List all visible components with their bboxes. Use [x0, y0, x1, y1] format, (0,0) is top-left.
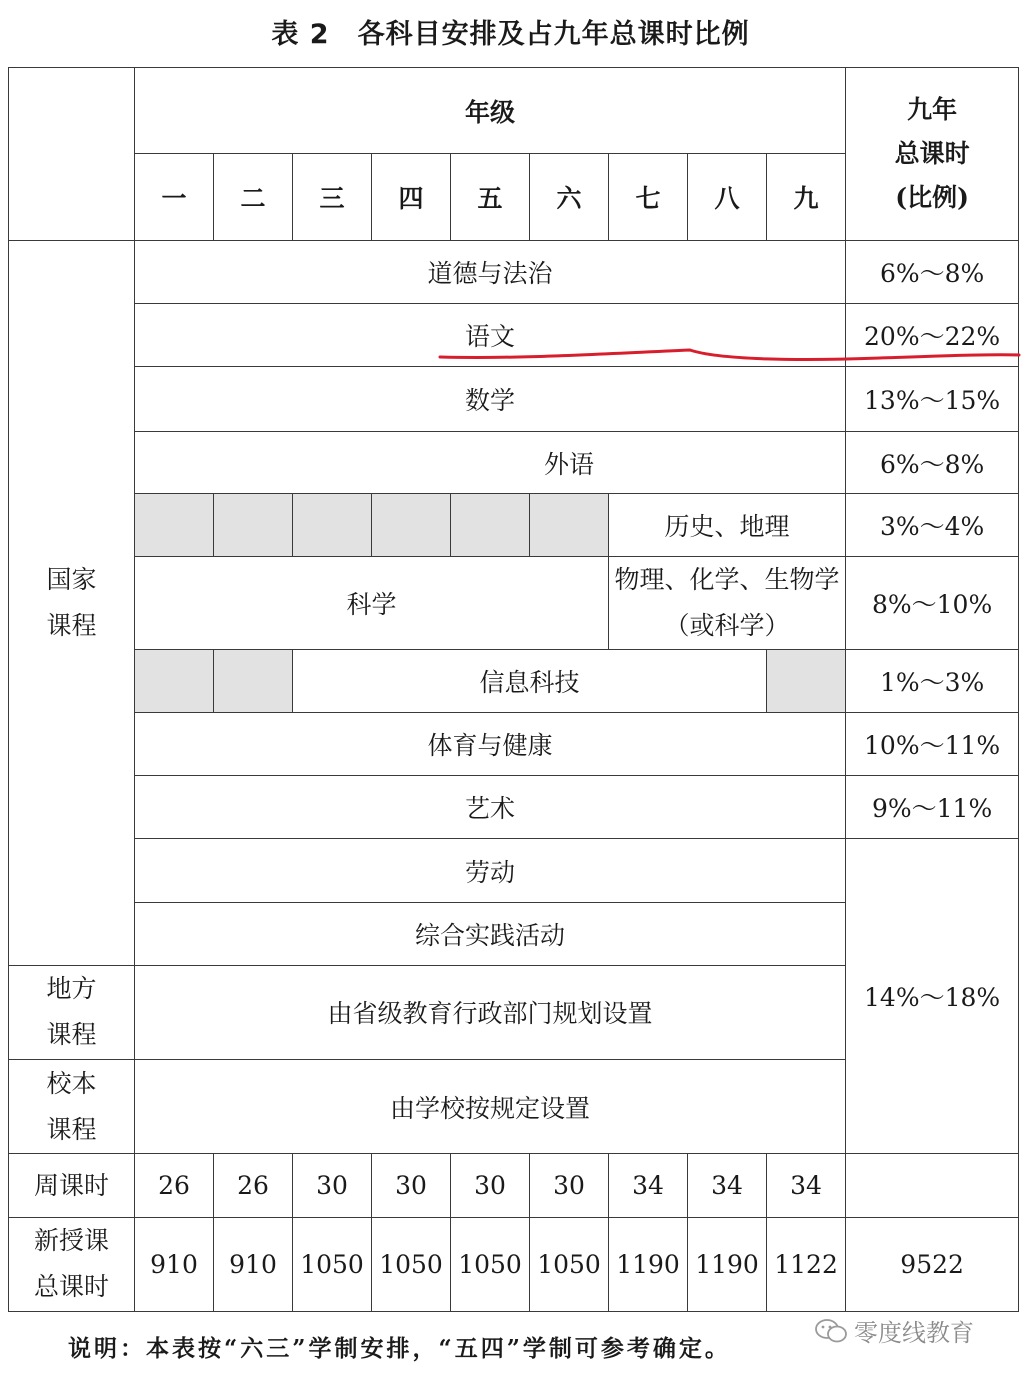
red-underline-path [440, 350, 1019, 359]
grade-5: 五 [451, 154, 530, 240]
pct-shared: 14%～18% [846, 839, 1019, 1154]
new-total-hours-cell: 910 [214, 1217, 293, 1311]
grade-2: 二 [214, 154, 293, 240]
wechat-icon [814, 1318, 848, 1344]
new-total-hours-cell: 1190 [688, 1217, 767, 1311]
new-total-hours-cell: 1122 [767, 1217, 846, 1311]
weekly-hours-cell: 30 [293, 1154, 372, 1217]
category-national: 国家 课程 [9, 240, 135, 965]
pct-physical-education: 10%～11% [846, 713, 1019, 776]
total-hours-header: 九年 总课时 (比例) [846, 68, 1019, 241]
subject-science: 科学 [135, 556, 609, 649]
pct-information-technology: 1%～3% [846, 649, 1019, 712]
subject-information-technology: 信息科技 [293, 649, 767, 712]
weekly-hours-cell: 30 [530, 1154, 609, 1217]
pct-art: 9%～11% [846, 776, 1019, 839]
grade-3: 三 [293, 154, 372, 240]
grand-total-hours: 9522 [846, 1217, 1019, 1311]
weekly-hours-cell: 26 [214, 1154, 293, 1217]
watermark-text: 零度线教育 [854, 1319, 974, 1347]
grade-9: 九 [767, 154, 846, 240]
weekly-hours-cell: 30 [372, 1154, 451, 1217]
pct-history-geography: 3%～4% [846, 494, 1019, 556]
subject-history-geography: 历史、地理 [609, 494, 846, 556]
subject-morality: 道德与法治 [135, 240, 846, 303]
pct-morality: 6%～8% [846, 240, 1019, 303]
subject-art: 艺术 [135, 776, 846, 839]
new-total-hours-cell: 1050 [293, 1217, 372, 1311]
weekly-hours-cell: 34 [767, 1154, 846, 1217]
subject-math: 数学 [135, 366, 846, 431]
grade-1: 一 [135, 154, 214, 240]
subject-chinese: 语文 [135, 303, 846, 366]
weekly-hours-cell: 34 [609, 1154, 688, 1217]
new-total-hours-cell: 910 [135, 1217, 214, 1311]
weekly-hours-cell: 26 [135, 1154, 214, 1217]
pct-foreign-language: 6%～8% [846, 432, 1019, 494]
category-local: 地方 课程 [9, 965, 135, 1059]
subject-foreign-language: 外语 [135, 432, 846, 494]
pct-science: 8%～10% [846, 556, 1019, 649]
footnote: 说明：本表按“六三”学制安排，“五四”学制可参考确定。 [68, 1335, 731, 1362]
subject-physics-chemistry-biology: 物理、化学、生物学（或科学） [609, 556, 846, 649]
grade-7: 七 [609, 154, 688, 240]
category-school: 校本 课程 [9, 1060, 135, 1154]
subject-school-courses: 由学校按规定设置 [135, 1060, 846, 1154]
grade-8: 八 [688, 154, 767, 240]
category-weekly-hours: 周课时 [9, 1154, 135, 1217]
grade-6: 六 [530, 154, 609, 240]
new-total-hours-cell: 1050 [451, 1217, 530, 1311]
subject-comprehensive-practice: 综合实践活动 [135, 902, 846, 965]
new-total-hours-cell: 1050 [530, 1217, 609, 1311]
weekly-hours-cell: 30 [451, 1154, 530, 1217]
category-new-total-hours: 新授课 总课时 [9, 1217, 135, 1311]
weekly-hours-cell: 34 [688, 1154, 767, 1217]
table-title: 表 2 各科目安排及占九年总课时比例 [271, 19, 750, 50]
pct-chinese: 20%～22% [846, 303, 1019, 366]
grade-group-header: 年级 [135, 68, 846, 154]
subject-labor: 劳动 [135, 839, 846, 902]
grade-4: 四 [372, 154, 451, 240]
new-total-hours-cell: 1050 [372, 1217, 451, 1311]
subject-physical-education: 体育与健康 [135, 713, 846, 776]
new-total-hours-cell: 1190 [609, 1217, 688, 1311]
watermark [814, 1313, 974, 1348]
pct-math: 13%～15% [846, 366, 1019, 431]
subject-local-courses: 由省级教育行政部门规划设置 [135, 965, 846, 1059]
